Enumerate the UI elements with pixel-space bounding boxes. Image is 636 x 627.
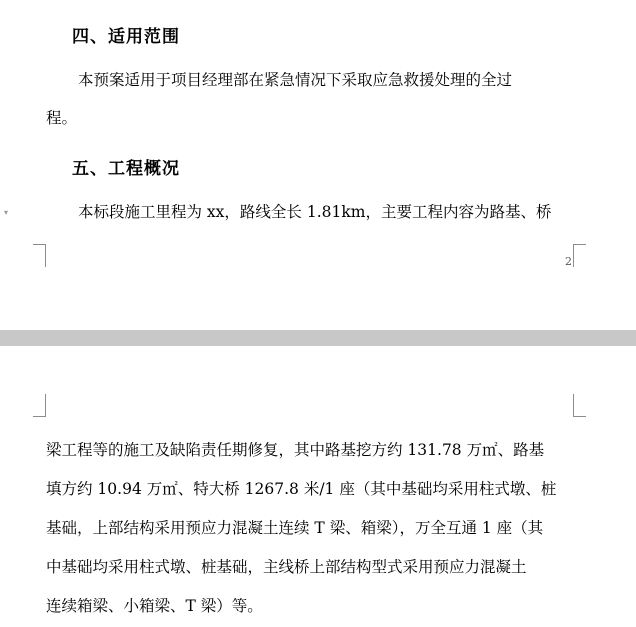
margin-corner-bottom-right — [573, 244, 586, 267]
paragraph-scope-line-2: 程。 — [46, 109, 78, 127]
paragraph-overview-line-3: 填方约 10.94 万㎡、特大桥 1267.8 米/1 座（其中基础均采用柱式墩、桩 — [46, 480, 557, 498]
document-page-3 — [0, 346, 636, 627]
paragraph-overview-line-1: 本标段施工里程为 xx，路线全长 1.81km，主要工程内容为路基、桥 — [78, 203, 552, 221]
section-heading-scope: 四、适用范围 — [72, 27, 180, 47]
paragraph-overview-line-4: 基础，上部结构采用预应力混凝土连续 T 梁、箱梁），万全互通 1 座（其 — [46, 519, 544, 537]
margin-corner-top-right — [573, 394, 586, 417]
paragraph-scope-line-1: 本预案适用于项目经理部在紧急情况下采取应急救援处理的全过 — [78, 71, 513, 89]
paragraph-overview-line-2: 梁工程等的施工及缺陷责任期修复，其中路基挖方约 131.78 万㎡、路基 — [46, 441, 545, 459]
paragraph-mark-icon: ▾ — [4, 208, 9, 217]
paragraph-overview-line-6: 连续箱梁、小箱梁、T 梁）等。 — [46, 597, 263, 615]
margin-corner-top-left — [33, 394, 46, 417]
section-heading-overview: 五、工程概况 — [72, 159, 180, 179]
page-gap — [0, 330, 636, 346]
paragraph-overview-line-5: 中基础均采用柱式墩、桩基础，主线桥上部结构型式采用预应力混凝土 — [46, 558, 527, 576]
margin-corner-bottom-left — [33, 244, 46, 267]
page-number: 2 — [565, 255, 572, 268]
